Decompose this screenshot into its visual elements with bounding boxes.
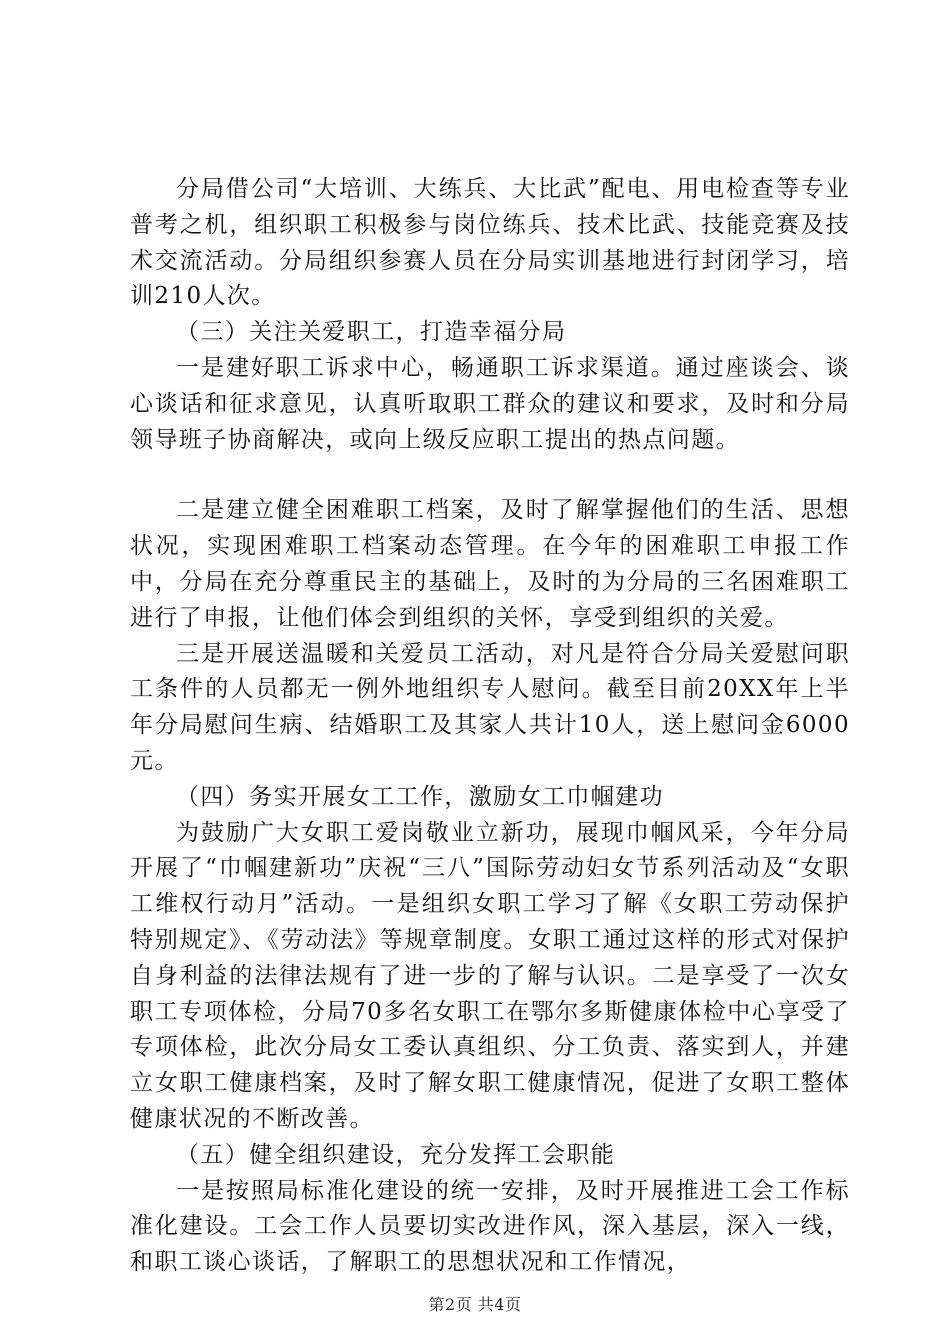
page-footer: 第2页 共4页: [428, 1295, 522, 1314]
section-heading-5: （五）健全组织建设，充分发挥工会职能: [176, 1141, 616, 1168]
document-body: [130, 172, 850, 1281]
paragraph-training: 分局借公司“大培训、大练兵、大比武”配电、用电检查等专业普考之机，组织职工积极参与岗位练兵、技术比武、技能竞赛及技术交流活动。分局组织参赛人员在分局实训基地进行封闭学习，培训210人次。: [130, 176, 850, 310]
section-heading-4: （四）务实开展女工工作，激励女工巾帼建功: [176, 783, 664, 810]
paragraph-standardization: 一是按照局标准化建设的统一安排，及时开展推进工会工作标准化建设。工会工作人员要切实改进作风，深入基层，深入一线，和职工谈心谈话，了解职工的思想状况和工作情况，: [130, 1177, 850, 1276]
paragraph-women-work: 为鼓励广大女职工爱岗敬业立新功，展现巾帼风采，今年分局开展了“巾帼建新功”庆祝“三八”国际劳动妇女节系列活动及“女职工维权行动月”活动。一是组织女职工学习了解《女职工劳动保护特别规定》、《劳动法》等规章制度。女职工通过这样的形式对保护自身利益的法律法规有了进一步的了解与认识。二是享受了一次女职工专项体检，分局70多名女职工在鄂尔多斯健康体检中心享受了专项体检，此次分局女工委认真组织、分工负责、落实到人，并建立女职工健康档案，及时了解女职工健康情况，促进了女职工整体健康状况的不断改善。: [130, 819, 850, 1132]
section-heading-3: （三）关注关爱职工，打造幸福分局: [176, 319, 567, 346]
paragraph-care-visits: 三是开展送温暖和关爱员工活动，对凡是符合分局关爱慰问职工条件的人员都无一例外地组织专人慰问。截至目前20XX年上半年分局慰问生病、结婚职工及其家人共计10人，送上慰问金6000元。: [130, 640, 850, 774]
paragraph-hardship-files: 二是建立健全困难职工档案，及时了解掌握他们的生活、思想状况，实现困难职工档案动态管理。在今年的困难职工申报工作中，分局在充分尊重民主的基础上，及时的为分局的三名困难职工进行了申报，让他们体会到组织的关怀，享受到组织的关爱。: [130, 497, 850, 631]
paragraph-appeal-center: 一是建好职工诉求中心，畅通职工诉求渠道。通过座谈会、谈心谈话和征求意见，认真听取职工群众的建议和要求，及时和分局领导班子协商解决，或向上级反应职工提出的热点问题。: [130, 354, 850, 453]
